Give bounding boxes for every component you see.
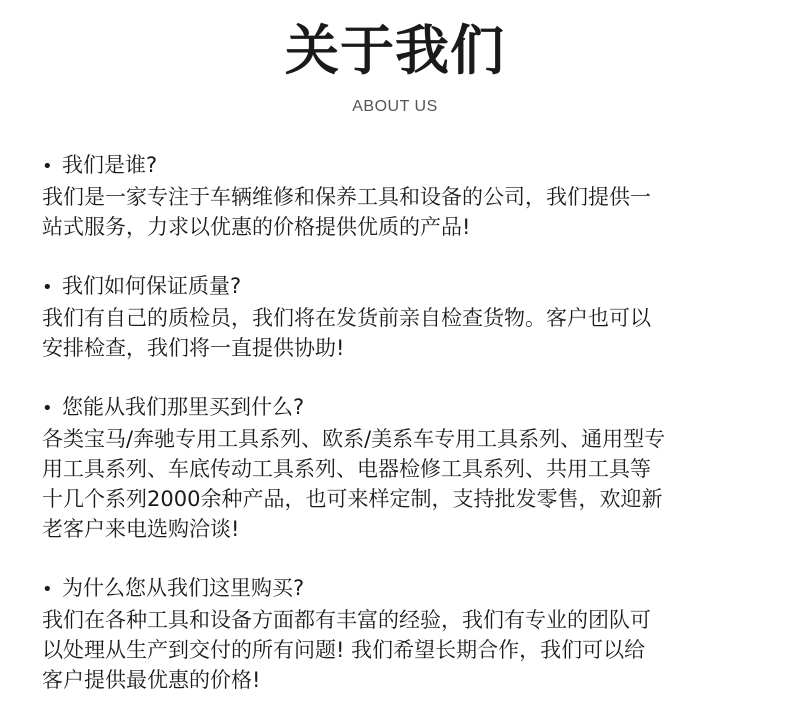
answer-line: 以处理从生产到交付的所有问题! 我们希望长期合作，我们可以给	[42, 638, 646, 662]
answer-line: 我们是一家专注于车辆维修和保养工具和设备的公司，我们提供一	[42, 185, 651, 209]
faq-question	[42, 150, 762, 182]
page-title: 关于我们	[285, 19, 505, 82]
faq-answer	[42, 424, 762, 544]
faq-question	[42, 392, 762, 424]
answer-line: 用工具系列、车底传动工具系列、电器检修工具系列、共用工具等	[42, 457, 651, 481]
question-text: 您能从我们那里买到什么?	[62, 395, 305, 419]
answer-line: 客户提供最优惠的价格!	[42, 668, 261, 692]
answer-line: 各类宝马/奔驰专用工具系列、欧系/美系车专用工具系列、通用型专	[42, 427, 666, 451]
faq-content	[42, 150, 762, 724]
answer-line: 老客户来电选购洽谈!	[42, 517, 240, 541]
faq-section-why	[42, 573, 762, 695]
answer-line: 十几个系列2000余种产品，也可来样定制，支持批发零售，欢迎新	[42, 487, 663, 511]
faq-answer	[42, 605, 762, 695]
question-text: 为什么您从我们这里购买?	[62, 576, 305, 600]
answer-line: 我们有自己的质检员，我们将在发货前亲自检查货物。客户也可以	[42, 306, 651, 330]
answer-line: 安排检查，我们将一直提供协助!	[42, 336, 345, 360]
question-text: 我们是谁?	[62, 153, 158, 177]
bullet-icon: •	[42, 277, 53, 298]
bullet-icon: •	[42, 579, 53, 600]
bullet-icon: •	[42, 156, 53, 177]
faq-section-quality	[42, 271, 762, 363]
answer-line: 站式服务，力求以优惠的价格提供优质的产品!	[42, 215, 471, 239]
faq-answer	[42, 303, 762, 363]
faq-question	[42, 271, 762, 303]
faq-section-who	[42, 150, 762, 242]
faq-section-products	[42, 392, 762, 544]
bullet-icon: •	[42, 398, 53, 419]
faq-question	[42, 573, 762, 605]
answer-line: 我们在各种工具和设备方面都有丰富的经验，我们有专业的团队可	[42, 608, 651, 632]
faq-answer	[42, 182, 762, 242]
page-subtitle: ABOUT US	[352, 98, 438, 115]
question-text: 我们如何保证质量?	[62, 274, 242, 298]
